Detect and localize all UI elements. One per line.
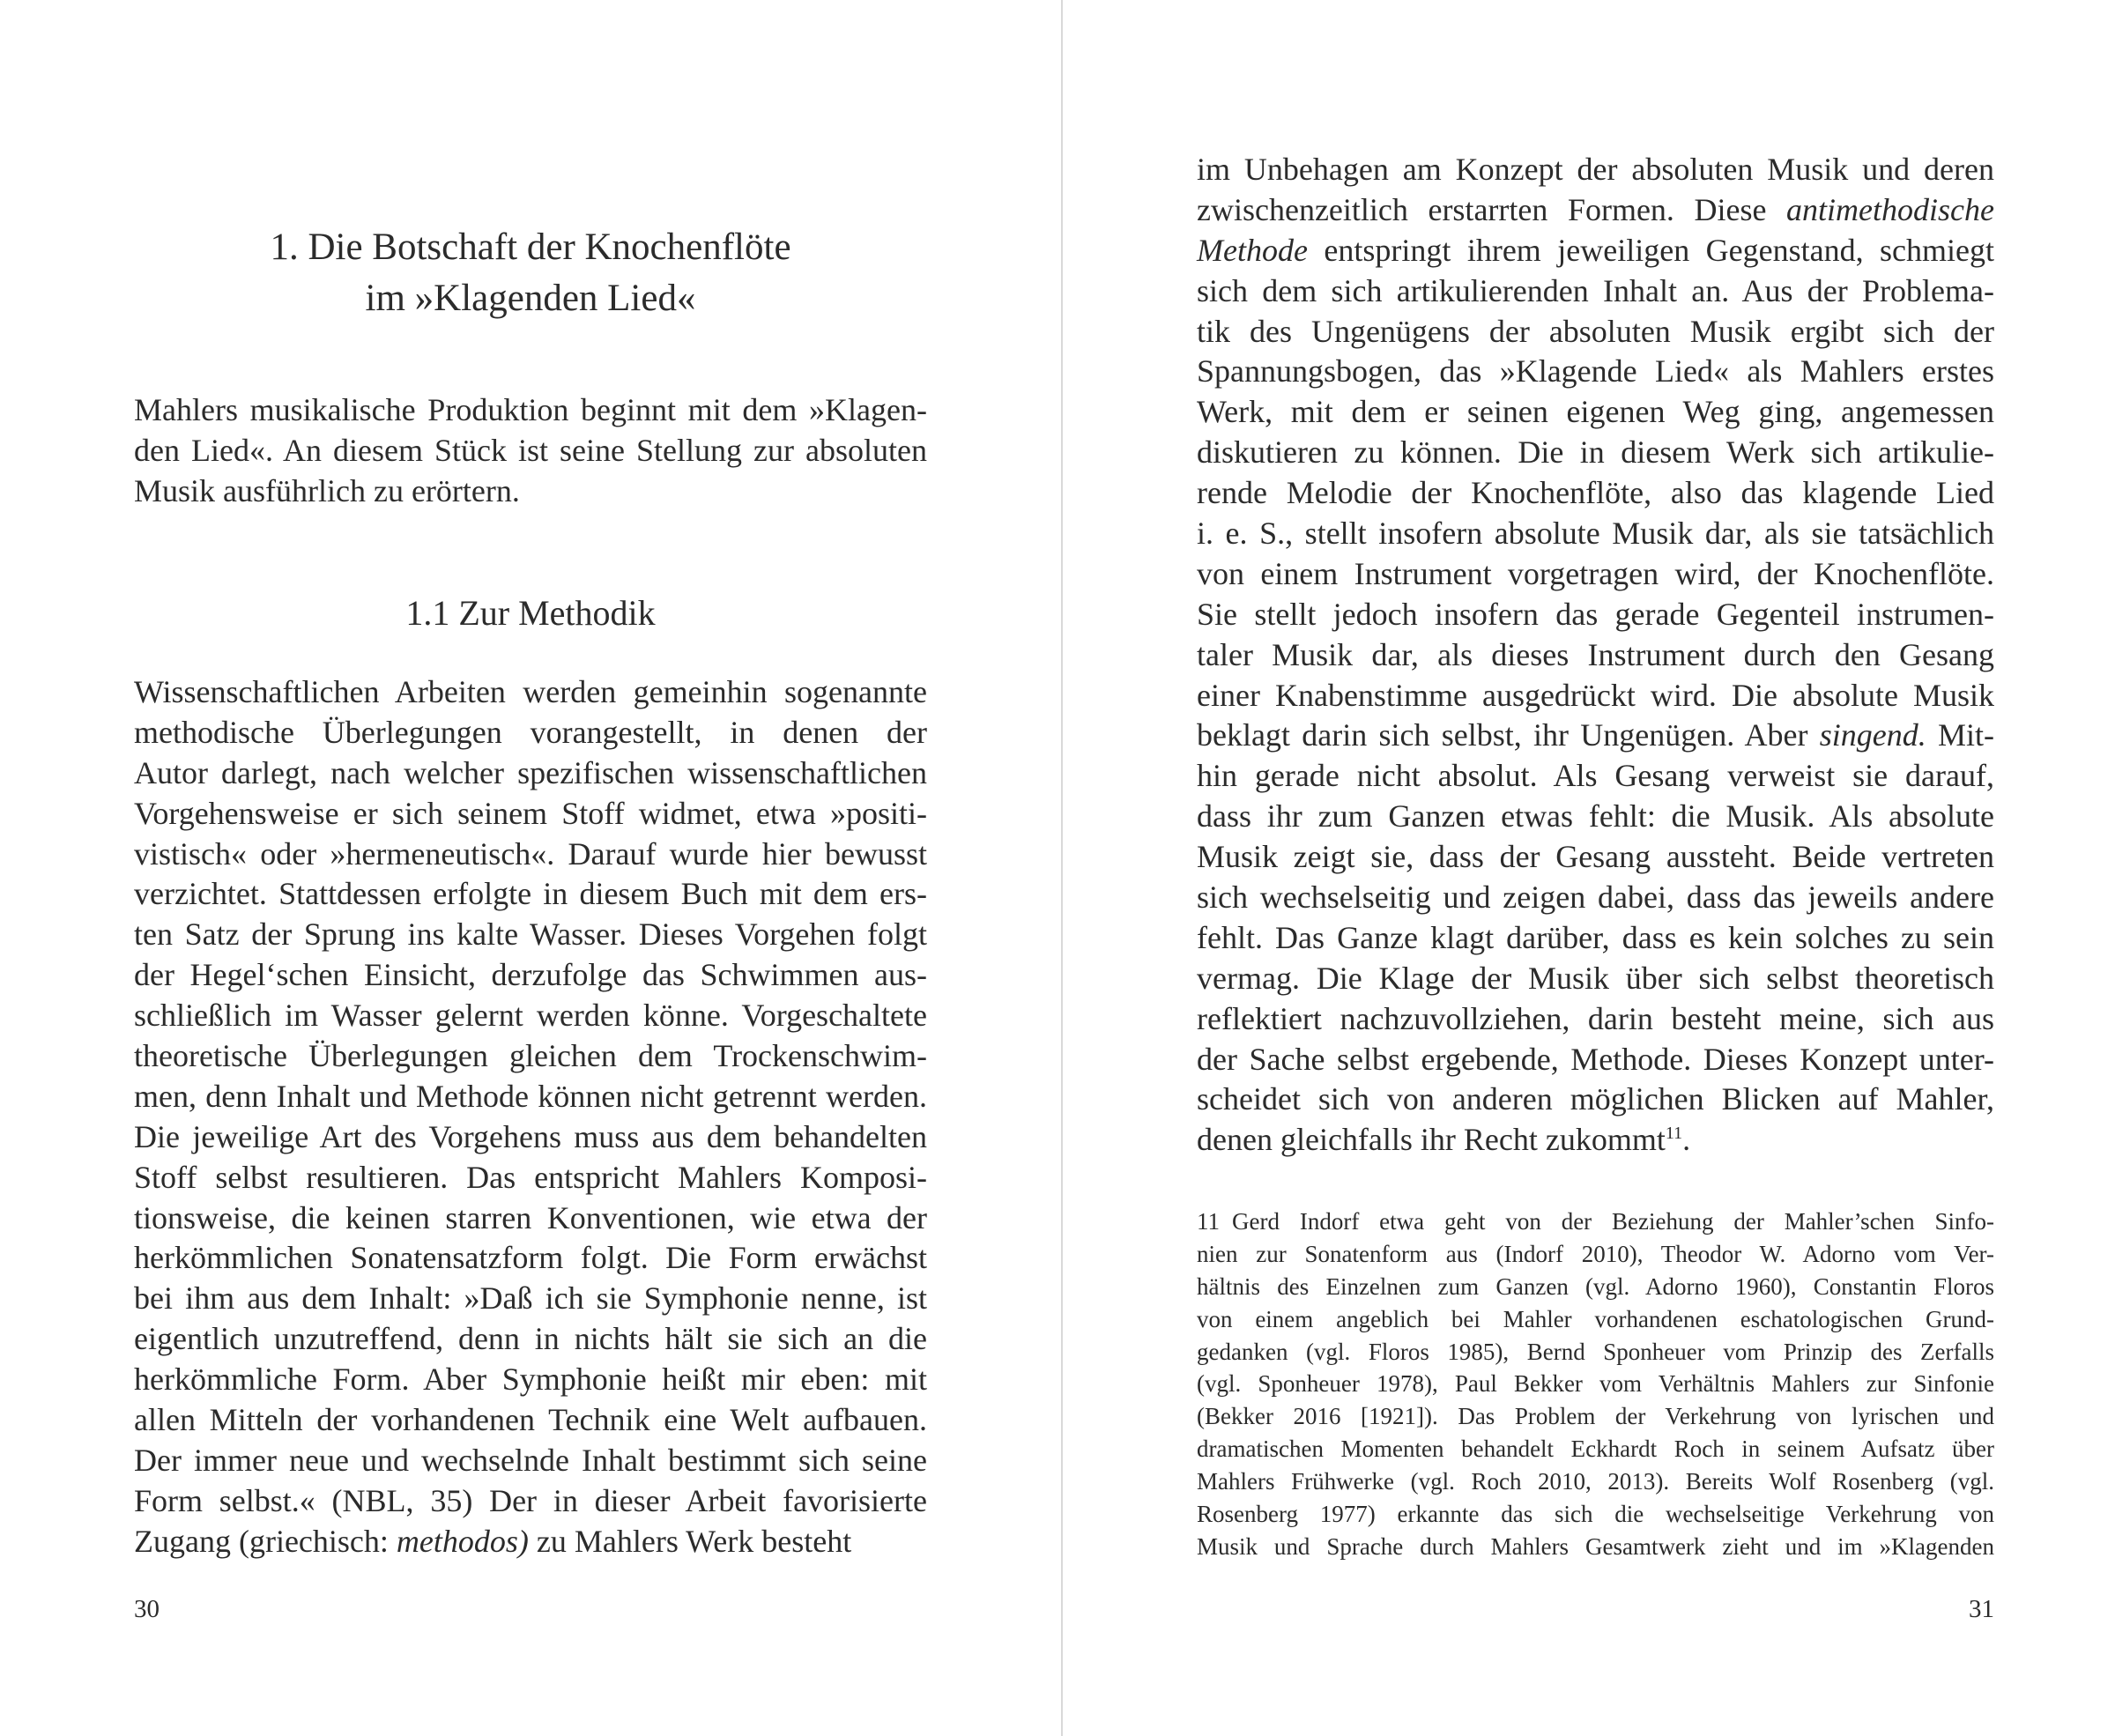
text-line: Stoff selbst resultieren. Das entspricht Mahlers Komposi- [134, 1159, 927, 1195]
footnote-reference[interactable]: 11 [1665, 1124, 1683, 1144]
text-segment: entspringt ihrem jeweiligen Gegenstand, schmiegt [1307, 232, 1994, 268]
chapter-title [134, 222, 927, 324]
text-line: einer Knabenstimme ausgedrückt wird. Die absolute Musik [1197, 677, 1994, 713]
italic-text: antimethodische [1786, 191, 1994, 227]
text-line: Musik ausführlich zu erörtern. [134, 472, 520, 508]
text-line: ten Satz der Sprung ins kalte Wasser. Dieses Vorgehen folgt [134, 916, 927, 953]
text-line: der Sache selbst ergebende, Methode. Dieses Konzept unter- [1197, 1041, 1994, 1077]
text-segment: denen gleichfalls ihr Recht zukommt [1197, 1122, 1666, 1158]
text-line: schließlich im Wasser gelernt werden könne. Vorgeschaltete [134, 998, 927, 1034]
text-line: dramatischen Momenten behandelt Eckhardt Roch in seinem Aufsatz über [1197, 1436, 1994, 1463]
text-line: tik des Ungenügens der absoluten Musik ergibt sich der [1197, 313, 1994, 349]
text-line [134, 1522, 927, 1562]
text-line: Wissenschaftlichen Arbeiten werden gemeinhin sogenannte [134, 674, 927, 709]
text-line: der Hegel‘schen Einsicht, derzufolge das Schwimmen aus- [134, 957, 927, 993]
text-line: Form selbst.« (NBL, 35) Der in dieser Arbeit favorisierte [134, 1482, 927, 1518]
text-line: den Lied«. An diesem Stück ist seine Stellung zur absoluten [134, 432, 927, 468]
text-line: men, denn Inhalt und Methode können nicht getrennt werden. [134, 1078, 927, 1114]
text-line: reflektiert nachzuvollziehen, darin besteht meine, sich aus [1197, 1000, 1994, 1036]
text-line: sich wechselseitig und zeigen dabei, dass das jeweils andere [1197, 879, 1994, 916]
text-line: nien zur Sonatenform aus (Indorf 2010), Theodor W. Adorno vom Ver- [1197, 1240, 1994, 1267]
text-segment: zwischenzeitlich erstarrten Formen. Diese [1197, 191, 1787, 227]
page-gutter [1061, 0, 1063, 1736]
text-segment: . [1682, 1122, 1691, 1158]
text-line: herkömmlichen Sonatensatzform folgt. Die Form erwächst [134, 1240, 927, 1276]
text-line: Musik zeigt sie, dass der Gesang aussteht. Beide vertreten [1197, 839, 1994, 875]
text-line: i. e. S., stellt insofern absolute Musik dar, als sie tatsächlich [1197, 516, 1994, 552]
page-number-left: 30 [134, 1595, 160, 1623]
italic-text: singend. [1819, 717, 1926, 753]
text-line: Mahlers Frühwerke (vgl. Roch 2010, 2013). Bereits Wolf Rosenberg (vgl. [1197, 1468, 1994, 1495]
text-line: Der immer neue und wechselnde Inhalt bestimmt sich seine [134, 1442, 927, 1478]
footnote-number: 11 [1197, 1208, 1220, 1235]
text-line: scheidet sich von anderen möglichen Blicken auf Mahler, [1197, 1081, 1994, 1117]
text-line: Spannungsbogen, das »Klagende Lied« als Mahlers erstes [1197, 353, 1994, 389]
text-line: allen Mitteln der vorhandenen Technik eine Welt aufbauen. [134, 1402, 927, 1438]
text-line: dass ihr zum Ganzen etwas fehlt: die Musik. Als absolute [1197, 798, 1994, 835]
text-segment: zu Mahlers Werk besteht [528, 1523, 852, 1559]
text-line: Autor darlegt, nach welcher spezifischen wissenschaftlichen [134, 754, 927, 790]
chapter-title-line: 1. Die Botschaft der Knochenflöte [270, 226, 791, 268]
section-title: 1.1 Zur Methodik [405, 593, 656, 633]
text-line: methodische Überlegungen vorangestellt, in denen der [134, 714, 927, 750]
italic-text: Methode [1197, 232, 1308, 268]
text-line: Werk, mit dem er seinen eigenen Weg ging, angemessen [1197, 394, 1994, 430]
text-line: eigentlich unzutreffend, denn in nichts hält sie sich an die [134, 1321, 927, 1357]
text-line: fehlt. Das Ganze klagt darüber, dass es kein solches zu sein [1197, 919, 1994, 955]
text-line: Rosenberg 1977) erkannte das sich die wechselseitige Verkehrung von [1197, 1501, 1994, 1528]
text-line: Mahlers musikalische Produktion beginnt mit dem »Klagen- [134, 392, 927, 427]
text-line [1197, 190, 1994, 231]
chapter-title-line: im »Klagenden Lied« [365, 278, 696, 319]
text-line [1197, 716, 1994, 756]
text-line: vermag. Die Klage der Musik über sich selbst theoretisch [1197, 960, 1994, 996]
text-line: tionsweise, die keinen starren Konventionen, wie etwa der [134, 1199, 927, 1235]
text-segment: Mit- [1926, 717, 1994, 753]
intro-paragraph [134, 390, 927, 512]
text-line: sich dem sich artikulierenden Inhalt an. Aus der Problema- [1197, 272, 1994, 308]
text-line: (vgl. Sponheuer 1978), Paul Bekker vom Verhältnis Mahlers zur Sinfonie [1197, 1370, 1994, 1398]
text-line [1197, 231, 1994, 271]
page-number-right: 31 [1969, 1595, 1994, 1623]
text-line: bei ihm aus dem Inhalt: »Daß ich sie Symphonie nenne, ist [134, 1280, 927, 1317]
text-segment: beklagt darin sich selbst, ihr Ungenügen. Aber [1197, 717, 1820, 753]
text-line: verzichtet. Stattdessen erfolgte in diesem Buch mit dem ers- [134, 876, 927, 912]
text-line: von einem angeblich bei Mahler vorhandenen eschatologischen Grund- [1197, 1305, 1994, 1332]
text-line [1197, 1120, 1994, 1161]
italic-text: methodos) [396, 1523, 529, 1559]
text-line: gedanken (vgl. Floros 1985), Bernd Sponheuer vom Prinzip des Zerfalls [1197, 1338, 1994, 1365]
footnote [1197, 1206, 1994, 1563]
text-line: Vorgehensweise er sich seinem Stoff widmet, etwa »positi- [134, 795, 927, 831]
text-line: vistisch« oder »hermeneutisch«. Darauf wurde hier bewusst [134, 835, 927, 872]
text-line: Musik und Sprache durch Mahlers Gesamtwerk zieht und im »Klagenden [1197, 1532, 1994, 1560]
body-text-left [134, 672, 927, 1562]
text-line: (Bekker 2016 [1921]). Das Problem der Verkehrung von lyrischen und [1197, 1403, 1994, 1430]
text-line: rende Melodie der Knochenflöte, also das klagende Lied [1197, 475, 1994, 511]
text-line: herkömmliche Form. Aber Symphonie heißt mir eben: mit [134, 1361, 927, 1398]
text-line: taler Musik dar, als dieses Instrument durch den Gesang [1197, 636, 1994, 672]
text-line: hältnis des Einzelnen zum Ganzen (vgl. Adorno 1960), Constantin Floros [1197, 1272, 1994, 1300]
text-line: diskutieren zu können. Die in diesem Werk sich artikulie- [1197, 434, 1994, 471]
text-line: von einem Instrument vorgetragen wird, der Knochenflöte. [1197, 555, 1994, 591]
body-text-right [1197, 150, 1994, 1161]
text-line: theoretische Überlegungen gleichen dem Trockenschwim- [134, 1038, 927, 1074]
text-line: hin gerade nicht absolut. Als Gesang verweist sie darauf, [1197, 758, 1994, 794]
text-line [1197, 1206, 1994, 1238]
text-line: Sie stellt jedoch insofern das gerade Gegenteil instrumen- [1197, 596, 1994, 632]
text-line: im Unbehagen am Konzept der absoluten Musik und deren [1197, 152, 1994, 187]
text-segment: Gerd Indorf etwa geht von der Beziehung der Mahler’schen Sinfo- [1232, 1208, 1994, 1235]
text-line: Die jeweilige Art des Vorgehens muss aus dem behandelten [134, 1118, 927, 1154]
right-page [1066, 0, 2115, 1736]
text-segment: Zugang (griechisch: [134, 1523, 397, 1559]
